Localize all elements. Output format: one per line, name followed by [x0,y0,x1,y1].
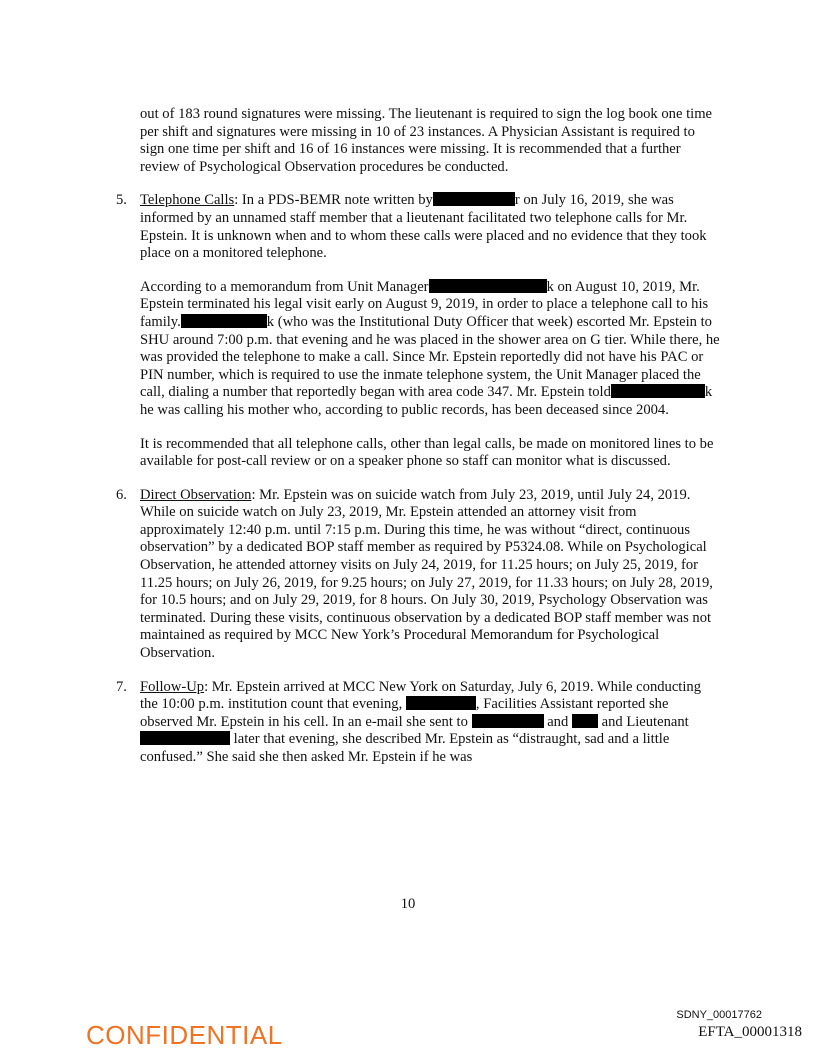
item-follow-up [116,678,720,767]
body-text [116,106,720,783]
direct-observation-paragraph [140,487,720,663]
follow-up-paragraph [140,679,720,767]
redaction-box [181,314,267,328]
continued-paragraph: out of 183 round signatures were missing. The lieutenant is required to sign the log book one time per shift and signatures were missing in 10 of 23 instances. A Physician Assistant is required to sign one time per shift and 16 of 16 instances were missing. It is recommended that a further review of Psychological Observation procedures be conducted. [140,106,713,175]
telephone-calls-paragraph-1 [140,192,720,262]
efta-number: EFTA_00001318 [698,1024,802,1040]
text-run: later that evening, she described Mr. Epstein as “distraught, sad and a little confused.” She said she then asked Mr. Epstein if he was [140,731,670,765]
redaction-box [572,714,598,728]
redaction-box [433,192,515,206]
redaction-box [611,384,705,398]
redaction-box [429,279,547,293]
text-run: , Facilities Assistant reported she observed Mr. Epstein in his cell. In an e-mail she sent to [140,696,669,730]
confidential-stamp: CONFIDENTIAL [86,1020,283,1050]
telephone-calls-paragraph-3: It is recommended that all telephone calls, other than legal calls, be made on monitored lines to be available for post-call review or on a speaker phone so staff can monitor what is discussed. [140,435,714,470]
item-number: 5. [116,192,127,209]
text-run: k he was calling his mother who, according to public records, has been deceased since 2004. [140,384,713,418]
item-number: 6. [116,486,127,503]
item-number: 7. [116,678,127,695]
text-run: and [547,713,569,730]
text-run: r on July 16, 2019, she was informed by an unnamed staff member that a lieutenant facilitated two telephone calls for Mr. Epstein. It is unknown when and to whom these calls were placed and no evidence that they took place on a monitored telephone. [140,192,707,262]
redaction-box [472,714,544,728]
text-run: : Mr. Epstein arrived at MCC New York on Saturday, July 6, 2019. While conducting the 10:00 p.m. institution count that evening, [140,678,702,713]
item-telephone-calls [116,192,720,470]
text-run: and Lieutenant [601,713,689,730]
redaction-box [406,696,476,710]
section-heading: Direct Observation [140,486,252,503]
section-heading: Follow-Up [140,678,205,695]
page-number: 10 [400,896,416,912]
section-heading: Telephone Calls [140,192,235,209]
item-direct-observation [116,486,720,663]
text-run: k (who was the Institutional Duty Officer that week) escorted Mr. Epstein to SHU around 7:00 p.m. that evening and he was placed in the shower area on G tier. While there, he was provided the telephone to make a call. Since Mr. Epstein reportedly did not have his PAC or PIN number, which is required to use the inmate telephone system, the Unit Manager placed the call, dialing a number that reportedly began with area code 347. Mr. Epstein told [140,313,720,401]
text-run: According to a memorandum from Unit Manager [140,278,429,295]
bates-number: SDNY_00017762 [676,1009,762,1021]
text-run: : Mr. Epstein was on suicide watch from July 23, 2019, until July 24, 2019. While on suicide watch on July 23, 2019, Mr. Epstein attended an attorney visit from approximately 12:40 p.m. until 7:15 p.m. During this time, he was without “direct, continuous observation” by a dedicated BOP staff member as required by P5324.08. While on Psychological Observation, he attended attorney visits on July 24, 2019, for 11.25 hours; on July 25, 2019, for 11.25 hours; on July 26, 2019, for 9.25 hours; on July 27, 2019, for 11.33 hours; on July 28, 2019, for 10.5 hours; and on July 29, 2019, for 8 hours. On July 30, 2019, Psychology Observation was terminated. During these visits, continuous observation by a dedicated BOP staff member was not maintained as required by MCC New York’s Procedural Memorandum for Psychological Observation. [140,486,713,662]
telephone-calls-paragraph-2 [140,279,720,420]
text-run: k on August 10, 2019, Mr. Epstein terminated his legal visit early on August 9, 2019, in order to place a telephone call to his family. [140,278,709,330]
redaction-box [140,731,230,745]
text-run: : In a PDS-BEMR note written by [234,192,433,209]
